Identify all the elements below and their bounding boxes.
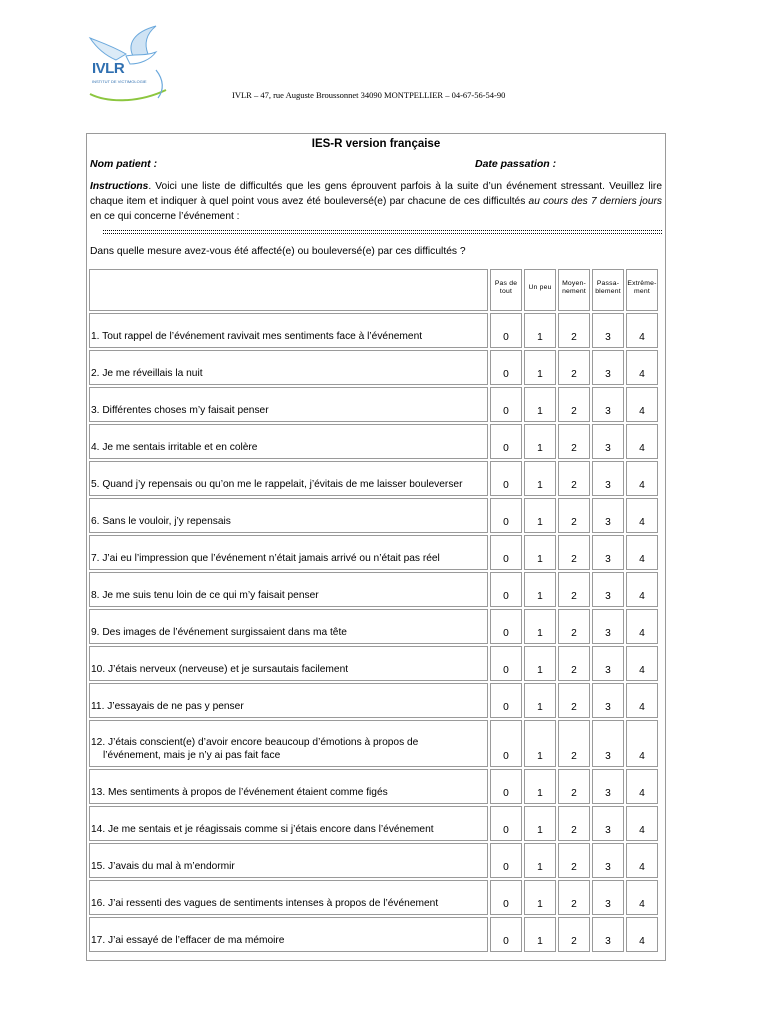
score-option[interactable]: 1: [524, 424, 556, 459]
table-row: [89, 880, 658, 915]
item-label-text: 14. Je me sentais et je réagissais comme si j’étais encore dans l’événement: [91, 824, 434, 835]
ies-r-form: [86, 133, 666, 961]
score-option[interactable]: 0: [490, 498, 522, 533]
patient-name-label: Nom patient :: [90, 158, 158, 170]
score-option[interactable]: 4: [626, 387, 658, 422]
score-option[interactable]: 3: [592, 880, 624, 915]
item-label-text: 3. Différentes choses m’y faisait penser: [91, 405, 269, 416]
score-option[interactable]: 0: [490, 720, 522, 767]
table-row: [89, 535, 658, 570]
score-option[interactable]: 1: [524, 806, 556, 841]
item-label-text: 13. Mes sentiments à propos de l’événement étaient comme figés: [91, 787, 388, 798]
score-option[interactable]: 4: [626, 350, 658, 385]
score-option[interactable]: 0: [490, 806, 522, 841]
score-option[interactable]: 2: [558, 387, 590, 422]
score-option[interactable]: 1: [524, 683, 556, 718]
table-row: [89, 843, 658, 878]
score-option[interactable]: 3: [592, 609, 624, 644]
score-option[interactable]: 3: [592, 498, 624, 533]
score-option[interactable]: 3: [592, 683, 624, 718]
ivlr-logo: [86, 24, 176, 108]
score-option[interactable]: 1: [524, 646, 556, 681]
item-label-text: 9. Des images de l’événement surgissaient dans ma tête: [91, 627, 347, 638]
table-row: [89, 917, 658, 952]
score-option[interactable]: 4: [626, 806, 658, 841]
item-label-text-line2: l’événement, mais je n’y ai pas fait face: [103, 750, 281, 761]
item-label-text: 15. J’avais du mal à m’endormir: [91, 861, 235, 872]
score-option[interactable]: 0: [490, 424, 522, 459]
score-option[interactable]: 3: [592, 720, 624, 767]
item-label-text: 2. Je me réveillais la nuit: [91, 368, 203, 379]
item-label: [89, 769, 488, 804]
score-option[interactable]: 2: [558, 806, 590, 841]
item-label: [89, 498, 488, 533]
score-option[interactable]: 2: [558, 609, 590, 644]
table-row: [89, 387, 658, 422]
score-option[interactable]: 0: [490, 880, 522, 915]
instructions-text-1: . Voici une liste de difficultés que les gens éprouvent parfois à la suite d’un événement stressant. Veuillez lire chaque item et indiquer à quel point vous avez été bouleversé(e) par chacune de ces difficultés: [90, 181, 662, 207]
date-label: Date passation :: [475, 158, 557, 170]
score-option[interactable]: 4: [626, 683, 658, 718]
score-option[interactable]: 3: [592, 806, 624, 841]
score-option[interactable]: 4: [626, 609, 658, 644]
item-label: [89, 424, 488, 459]
score-option[interactable]: 1: [524, 572, 556, 607]
item-label: [89, 843, 488, 878]
score-option[interactable]: 1: [524, 350, 556, 385]
table-header-row: [89, 269, 658, 311]
score-option[interactable]: 0: [490, 461, 522, 496]
question-text: Dans quelle mesure avez-vous été affecté(e) ou bouleversé(e) par ces difficultés ?: [90, 246, 466, 257]
item-label: [89, 387, 488, 422]
score-option[interactable]: 3: [592, 313, 624, 348]
instructions: [90, 179, 662, 224]
score-option[interactable]: 1: [524, 461, 556, 496]
column-header: Moyen-nement: [558, 269, 590, 311]
table-row: [89, 498, 658, 533]
item-label: [89, 572, 488, 607]
score-option[interactable]: 3: [592, 769, 624, 804]
table-row: [89, 646, 658, 681]
table-row: [89, 683, 658, 718]
item-label: [89, 720, 488, 767]
score-option[interactable]: 1: [524, 720, 556, 767]
item-label-text: 12. J’étais conscient(e) d’avoir encore beaucoup d’émotions à propos de: [91, 737, 419, 748]
score-option[interactable]: 0: [490, 917, 522, 952]
item-label: [89, 806, 488, 841]
table-row: [89, 720, 658, 767]
item-label-text: 8. Je me suis tenu loin de ce qui m’y faisait penser: [91, 590, 319, 601]
column-header: Pas de tout: [490, 269, 522, 311]
item-label: [89, 880, 488, 915]
address-line: IVLR – 47, rue Auguste Broussonnet 34090 MONTPELLIER – 04-67-56-54-90: [232, 90, 506, 100]
item-label-text: 6. Sans le vouloir, j’y repensais: [91, 516, 231, 527]
score-option[interactable]: 4: [626, 572, 658, 607]
score-option[interactable]: 2: [558, 880, 590, 915]
score-option[interactable]: 2: [558, 313, 590, 348]
column-header: Un peu: [524, 269, 556, 311]
score-option[interactable]: 0: [490, 535, 522, 570]
score-option[interactable]: 4: [626, 424, 658, 459]
event-fill-line-2: [103, 233, 662, 234]
score-option[interactable]: 4: [626, 720, 658, 767]
logo-subtitle: INSTITUT DE VICTIMOLOGIE: [92, 79, 147, 84]
score-option[interactable]: 2: [558, 350, 590, 385]
item-label-text: 10. J’étais nerveux (nerveuse) et je sursautais facilement: [91, 664, 349, 675]
item-label-text: 7. J’ai eu l’impression que l’événement n’était jamais arrivé ou n’était pas réel: [91, 553, 440, 564]
item-label: [89, 461, 488, 496]
score-option[interactable]: 1: [524, 880, 556, 915]
item-label: [89, 683, 488, 718]
score-option[interactable]: 1: [524, 535, 556, 570]
table-row: [89, 609, 658, 644]
score-option[interactable]: 2: [558, 683, 590, 718]
item-label: [89, 535, 488, 570]
items-table: [87, 267, 660, 954]
item-label: [89, 313, 488, 348]
score-option[interactable]: 2: [558, 769, 590, 804]
table-row: [89, 769, 658, 804]
score-option[interactable]: 3: [592, 387, 624, 422]
score-option[interactable]: 1: [524, 498, 556, 533]
score-option[interactable]: 0: [490, 683, 522, 718]
item-label: [89, 609, 488, 644]
score-option[interactable]: 1: [524, 609, 556, 644]
column-header: Extrême-ment: [626, 269, 658, 311]
score-option[interactable]: 1: [524, 769, 556, 804]
score-option[interactable]: 4: [626, 917, 658, 952]
score-option[interactable]: 3: [592, 424, 624, 459]
item-label-text: 17. J’ai essayé de l’effacer de ma mémoire: [91, 935, 285, 946]
score-option[interactable]: 1: [524, 843, 556, 878]
score-option[interactable]: 0: [490, 313, 522, 348]
form-header-fields: [90, 158, 662, 170]
score-option[interactable]: 0: [490, 387, 522, 422]
score-option[interactable]: 3: [592, 646, 624, 681]
column-header: Passa-blement: [592, 269, 624, 311]
score-option[interactable]: 0: [490, 609, 522, 644]
score-option[interactable]: 4: [626, 498, 658, 533]
item-label-text: 5. Quand j’y repensais ou qu’on me le rappelait, j’évitais de me laisser bouleverser: [91, 479, 463, 490]
item-label: [89, 646, 488, 681]
table-row: [89, 350, 658, 385]
instructions-label: Instructions: [90, 181, 149, 192]
score-option[interactable]: 2: [558, 843, 590, 878]
score-option[interactable]: 4: [626, 461, 658, 496]
form-title: IES-R version française: [311, 138, 441, 150]
event-fill-line: [103, 230, 662, 231]
score-option[interactable]: 4: [626, 880, 658, 915]
table-row: [89, 424, 658, 459]
score-option[interactable]: 4: [626, 843, 658, 878]
score-option[interactable]: 2: [558, 461, 590, 496]
score-option[interactable]: 3: [592, 843, 624, 878]
score-option[interactable]: 2: [558, 498, 590, 533]
score-option[interactable]: 1: [524, 387, 556, 422]
score-option[interactable]: 3: [592, 917, 624, 952]
score-option[interactable]: 2: [558, 572, 590, 607]
item-label-text: 16. J’ai ressenti des vagues de sentiments intenses à propos de l’événement: [91, 898, 439, 909]
score-option[interactable]: 0: [490, 769, 522, 804]
score-option[interactable]: 3: [592, 461, 624, 496]
table-row: [89, 572, 658, 607]
table-row: [89, 313, 658, 348]
score-option[interactable]: 2: [558, 535, 590, 570]
item-label-text: 4. Je me sentais irritable et en colère: [91, 442, 258, 453]
score-option[interactable]: 4: [626, 769, 658, 804]
header-blank: [89, 269, 488, 311]
score-option[interactable]: 0: [490, 646, 522, 681]
score-option[interactable]: 1: [524, 917, 556, 952]
score-option[interactable]: 3: [592, 572, 624, 607]
score-option[interactable]: 4: [626, 313, 658, 348]
score-option[interactable]: 2: [558, 917, 590, 952]
score-option[interactable]: 2: [558, 720, 590, 767]
score-option[interactable]: 3: [592, 350, 624, 385]
score-option[interactable]: 1: [524, 313, 556, 348]
score-option[interactable]: 0: [490, 350, 522, 385]
score-option[interactable]: 2: [558, 424, 590, 459]
score-option[interactable]: 4: [626, 535, 658, 570]
score-option[interactable]: 0: [490, 843, 522, 878]
table-row: [89, 806, 658, 841]
item-label-text: 1. Tout rappel de l’événement ravivait mes sentiments face à l’événement: [91, 331, 423, 342]
score-option[interactable]: 2: [558, 646, 590, 681]
logo-text: IVLR: [92, 60, 125, 77]
item-label: [89, 350, 488, 385]
instructions-text-2: en ce qui concerne l’événement :: [90, 211, 240, 222]
score-option[interactable]: 4: [626, 646, 658, 681]
instructions-italic: au cours des 7 derniers jours: [528, 196, 662, 207]
item-label-text: 11. J’essayais de ne pas y penser: [91, 701, 244, 712]
table-row: [89, 461, 658, 496]
score-option[interactable]: 3: [592, 535, 624, 570]
item-label: [89, 917, 488, 952]
score-option[interactable]: 0: [490, 572, 522, 607]
